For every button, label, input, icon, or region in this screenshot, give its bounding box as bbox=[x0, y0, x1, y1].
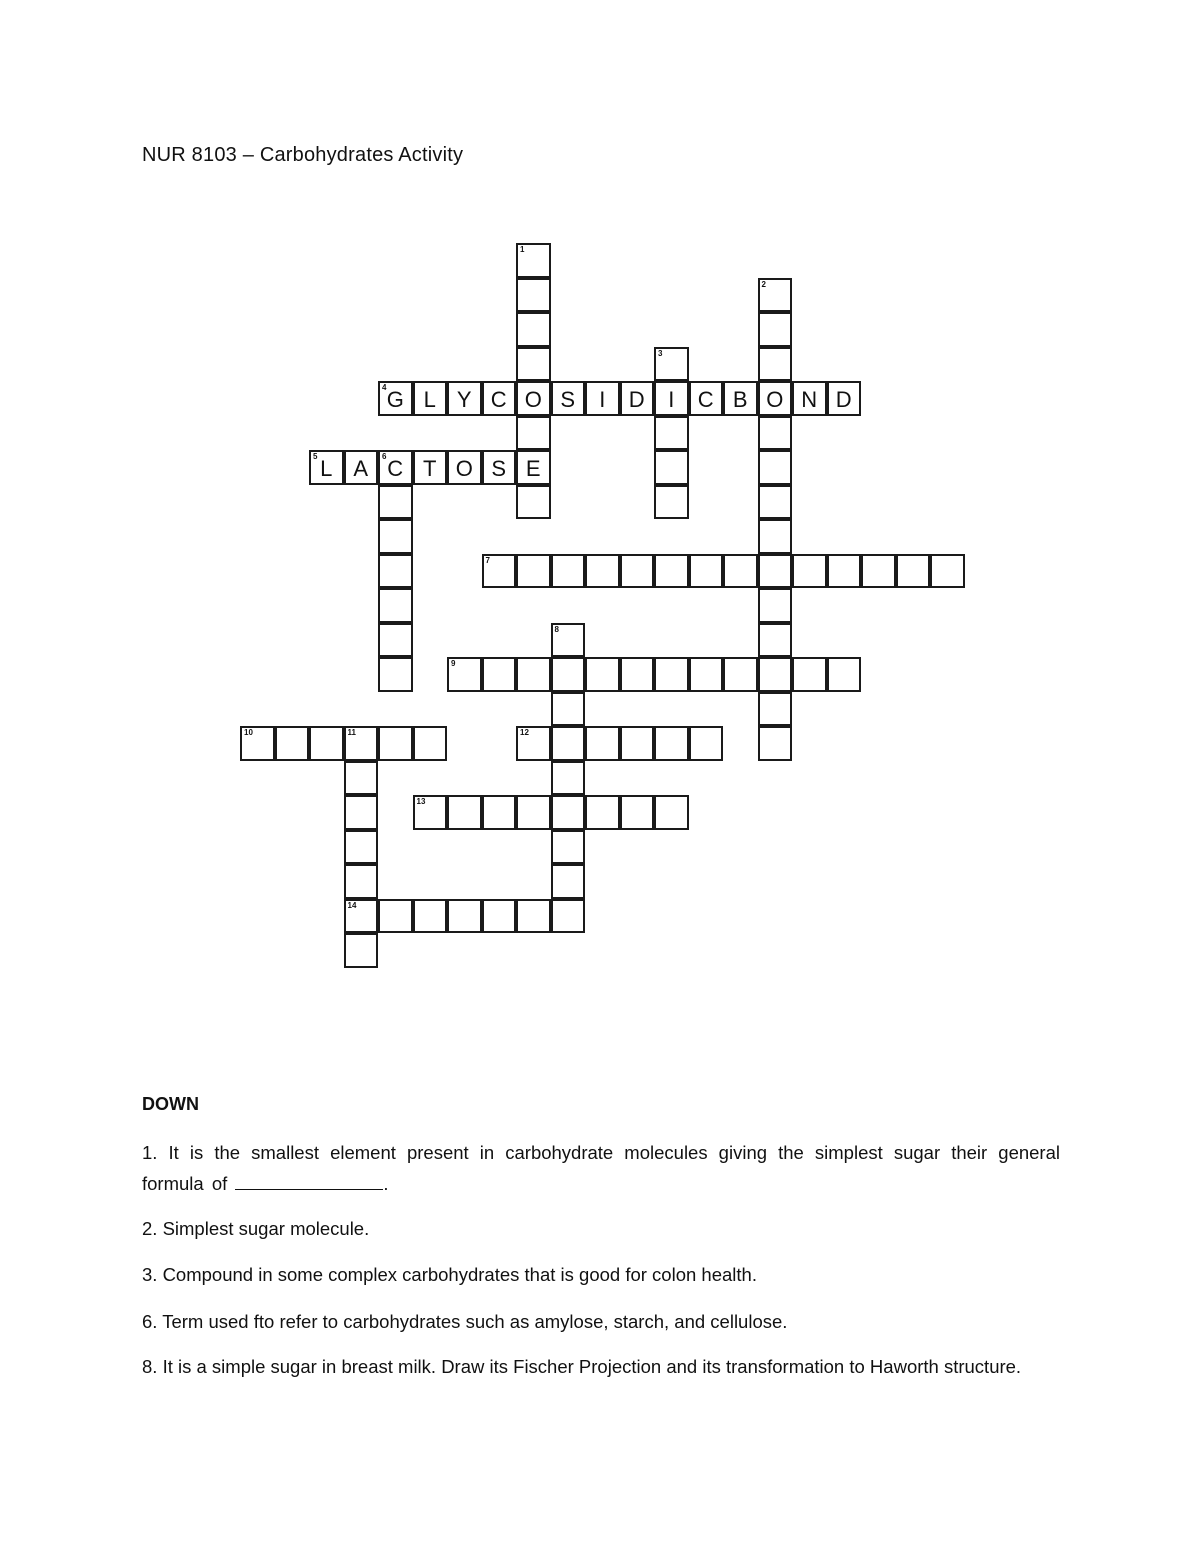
grid-cell bbox=[827, 554, 862, 589]
grid-cell bbox=[723, 554, 758, 589]
grid-cell bbox=[378, 485, 413, 520]
grid-cell bbox=[516, 243, 551, 278]
grid-cell bbox=[378, 588, 413, 623]
grid-cell bbox=[689, 554, 724, 589]
grid-cell bbox=[344, 726, 379, 761]
grid-cell bbox=[482, 450, 517, 485]
grid-cell bbox=[654, 726, 689, 761]
grid-cell bbox=[758, 278, 793, 313]
grid-cell bbox=[551, 657, 586, 692]
grid-cell bbox=[344, 761, 379, 796]
grid-cell bbox=[447, 657, 482, 692]
grid-cell bbox=[654, 416, 689, 451]
page-title: NUR 8103 – Carbohydrates Activity bbox=[142, 144, 464, 166]
grid-cell bbox=[482, 657, 517, 692]
clue-number: 11 bbox=[347, 728, 356, 737]
grid-cell bbox=[516, 381, 551, 416]
grid-cell bbox=[516, 554, 551, 589]
grid-letter: A bbox=[353, 456, 369, 481]
grid-cell bbox=[344, 864, 379, 899]
grid-cell bbox=[344, 450, 379, 485]
grid-cell bbox=[792, 554, 827, 589]
grid-letter: D bbox=[835, 387, 852, 412]
grid-cell bbox=[758, 726, 793, 761]
clue-number: 10 bbox=[244, 728, 253, 737]
grid-letter: B bbox=[732, 387, 748, 412]
grid-cell bbox=[654, 381, 689, 416]
grid-letter: G bbox=[386, 387, 404, 412]
clue-number: 9 bbox=[451, 659, 456, 668]
down-clues-heading: DOWN bbox=[142, 1094, 199, 1114]
grid-cell bbox=[723, 657, 758, 692]
grid-cell bbox=[516, 795, 551, 830]
grid-cell bbox=[551, 726, 586, 761]
grid-letter: O bbox=[455, 456, 473, 481]
grid-letter: Y bbox=[456, 387, 472, 412]
grid-cell bbox=[309, 450, 344, 485]
grid-cell bbox=[551, 899, 586, 934]
grid-cell bbox=[482, 554, 517, 589]
grid-cell bbox=[378, 726, 413, 761]
clue-down-1-text: 1. It is the smallest element present in carbohydrate molecules giving the simplest sugar their general formula of bbox=[142, 1142, 1060, 1194]
grid-cell bbox=[447, 381, 482, 416]
clue-down-1 bbox=[142, 1137, 1060, 1199]
grid-cell bbox=[551, 623, 586, 658]
grid-cell bbox=[378, 519, 413, 554]
grid-cell bbox=[482, 795, 517, 830]
grid-cell bbox=[482, 899, 517, 934]
grid-cell bbox=[758, 450, 793, 485]
grid-cell bbox=[344, 933, 379, 968]
grid-cell bbox=[516, 485, 551, 520]
grid-cell bbox=[516, 312, 551, 347]
grid-cell bbox=[792, 657, 827, 692]
grid-cell bbox=[413, 381, 448, 416]
clue-down-1-suffix: . bbox=[383, 1173, 389, 1194]
grid-cell bbox=[551, 830, 586, 865]
clue-number: 12 bbox=[520, 728, 529, 737]
grid-cell bbox=[551, 554, 586, 589]
clue-number: 7 bbox=[485, 555, 490, 565]
clue-down-2: 2. Simplest sugar molecule. bbox=[142, 1218, 370, 1239]
grid-cell bbox=[827, 381, 862, 416]
grid-cell bbox=[758, 588, 793, 623]
grid-cell bbox=[585, 554, 620, 589]
grid-cell bbox=[620, 554, 655, 589]
grid-cell bbox=[516, 416, 551, 451]
grid-cell bbox=[792, 381, 827, 416]
grid-cell bbox=[413, 450, 448, 485]
grid-cell bbox=[516, 726, 551, 761]
grid-cell bbox=[620, 381, 655, 416]
grid-cell bbox=[930, 554, 965, 589]
grid-cell bbox=[654, 554, 689, 589]
grid-cell bbox=[896, 554, 931, 589]
grid-cell bbox=[861, 554, 896, 589]
grid-cell bbox=[689, 381, 724, 416]
grid-cell bbox=[654, 657, 689, 692]
grid-cell bbox=[758, 657, 793, 692]
grid-letter: N bbox=[801, 387, 818, 412]
grid-cell bbox=[654, 347, 689, 382]
clue-down-3: 3. Compound in some complex carbohydrates that is good for colon health. bbox=[142, 1264, 757, 1285]
grid-cell bbox=[654, 795, 689, 830]
grid-cell bbox=[378, 899, 413, 934]
grid-cell bbox=[344, 830, 379, 865]
grid-cell bbox=[413, 899, 448, 934]
grid-letter: I bbox=[668, 387, 675, 412]
clue-number: 14 bbox=[347, 900, 357, 910]
grid-letter: C bbox=[490, 387, 507, 412]
grid-cell bbox=[758, 692, 793, 727]
grid-cell bbox=[620, 795, 655, 830]
grid-cell bbox=[551, 761, 586, 796]
grid-letter: I bbox=[599, 387, 606, 412]
grid-cell bbox=[585, 795, 620, 830]
grid-cell bbox=[654, 485, 689, 520]
grid-cell bbox=[758, 347, 793, 382]
grid-cell bbox=[620, 657, 655, 692]
grid-cell bbox=[723, 381, 758, 416]
clue-number: 8 bbox=[554, 624, 559, 634]
grid-cell bbox=[620, 726, 655, 761]
grid-cell bbox=[447, 795, 482, 830]
grid-letter: C bbox=[697, 387, 714, 412]
grid-cell bbox=[551, 864, 586, 899]
grid-cell bbox=[240, 726, 275, 761]
answer-blank bbox=[235, 1175, 383, 1190]
grid-cell bbox=[689, 657, 724, 692]
clue-number: 3 bbox=[658, 348, 663, 358]
grid-letter: O bbox=[524, 387, 542, 412]
grid-letter: T bbox=[423, 456, 437, 481]
grid-cell bbox=[585, 381, 620, 416]
clue-number: 1 bbox=[520, 245, 525, 254]
grid-cell bbox=[585, 726, 620, 761]
grid-cell bbox=[378, 450, 413, 485]
grid-cell bbox=[516, 278, 551, 313]
grid-cell bbox=[758, 416, 793, 451]
grid-cell bbox=[758, 312, 793, 347]
grid-cell bbox=[827, 657, 862, 692]
grid-letter: L bbox=[423, 387, 436, 412]
grid-cell bbox=[378, 381, 413, 416]
grid-cell bbox=[516, 899, 551, 934]
grid-cell bbox=[482, 381, 517, 416]
grid-letter: L bbox=[320, 456, 333, 481]
grid-cell bbox=[309, 726, 344, 761]
clue-number: 2 bbox=[761, 279, 766, 289]
grid-cell bbox=[447, 899, 482, 934]
grid-cell bbox=[516, 450, 551, 485]
grid-cell bbox=[413, 795, 448, 830]
grid-cell bbox=[516, 657, 551, 692]
grid-cell bbox=[585, 657, 620, 692]
clue-down-6: 6. Term used fto refer to carbohydrates such as amylose, starch, and cellulose. bbox=[142, 1311, 788, 1332]
clue-number: 4 bbox=[382, 383, 387, 392]
grid-cell bbox=[378, 554, 413, 589]
grid-cell bbox=[758, 381, 793, 416]
grid-cell bbox=[344, 899, 379, 934]
grid-letter: E bbox=[525, 456, 541, 481]
grid-cell bbox=[413, 726, 448, 761]
grid-cell bbox=[378, 657, 413, 692]
grid-letter: S bbox=[491, 456, 507, 481]
grid-cell bbox=[516, 347, 551, 382]
grid-cell bbox=[344, 795, 379, 830]
grid-cell bbox=[275, 726, 310, 761]
grid-cell bbox=[551, 381, 586, 416]
clue-down-8: 8. It is a simple sugar in breast milk. Draw its Fischer Projection and its transformation to Haworth structure. bbox=[142, 1356, 1022, 1377]
clue-number: 13 bbox=[416, 797, 426, 806]
grid-cell bbox=[758, 554, 793, 589]
grid-letter: S bbox=[560, 387, 576, 412]
grid-letter: O bbox=[766, 387, 784, 412]
grid-cell bbox=[551, 795, 586, 830]
grid-cell bbox=[654, 450, 689, 485]
grid-cell bbox=[447, 450, 482, 485]
grid-cell bbox=[689, 726, 724, 761]
grid-cell bbox=[758, 485, 793, 520]
grid-cell bbox=[758, 623, 793, 658]
grid-cell bbox=[551, 692, 586, 727]
grid-cell bbox=[378, 623, 413, 658]
grid-letter: C bbox=[387, 456, 404, 481]
grid-letter: D bbox=[628, 387, 645, 412]
clue-number: 6 bbox=[382, 452, 387, 461]
grid-cell bbox=[758, 519, 793, 554]
clue-number: 5 bbox=[313, 452, 318, 461]
